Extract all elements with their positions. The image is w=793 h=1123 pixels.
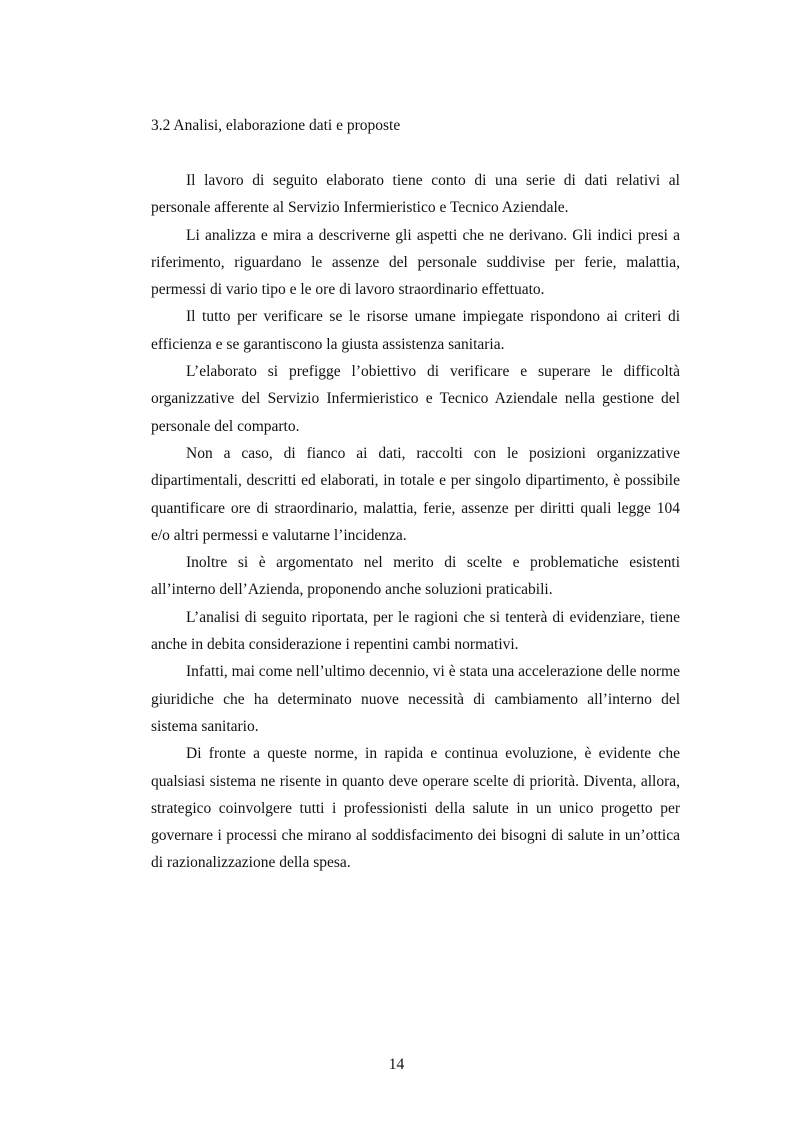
page-number: 14	[388, 1056, 405, 1073]
paragraph-5: Non a caso, di fianco ai dati, raccolti con le posizioni organizzative dipartimentali, descritti ed elaborati, in totale e per singolo dipartimento, è possibile quantificare ore di straordinario, malattia, ferie, assenze per diritti quali legge 104 e/o altri permessi e valutarne l’incidenza.	[151, 444, 680, 544]
body-text	[151, 167, 680, 877]
paragraph-1: Il lavoro di seguito elaborato tiene conto di una serie di dati relativi al personale afferente al Servizio Infermieristico e Tecnico Aziendale.	[151, 172, 680, 217]
paragraph-6: Inoltre si è argomentato nel merito di scelte e problematiche esistenti all’interno dell’Azienda, proponendo anche soluzioni praticabili.	[151, 554, 680, 599]
paragraph-3: Il tutto per verificare se le risorse umane impiegate rispondono ai criteri di efficienza e se garantiscono la giusta assistenza sanitaria.	[151, 308, 680, 353]
section-heading: 3.2 Analisi, elaborazione dati e proposte	[151, 117, 401, 134]
paragraph-8: Infatti, mai come nell’ultimo decennio, vi è stata una accelerazione delle norme giuridiche che ha determinato nuove necessità di cambiamento all’interno del sistema sanitario.	[151, 663, 680, 735]
paragraph-4: L’elaborato si prefigge l’obiettivo di verificare e superare le difficoltà organizzative del Servizio Infermieristico e Tecnico Aziendale nella gestione del personale del comparto.	[151, 363, 680, 435]
paragraph-2: Li analizza e mira a descriverne gli aspetti che ne derivano. Gli indici presi a riferimento, riguardano le assenze del personale suddivise per ferie, malattia, permessi di vario tipo e le ore di lavoro straordinario effettuato.	[151, 226, 680, 299]
paragraph-7: L’analisi di seguito riportata, per le ragioni che si tenterà di evidenziare, tiene anche in debita considerazione i repentini cambi normativi.	[151, 608, 680, 654]
paragraph-9: Di fronte a queste norme, in rapida e continua evoluzione, è evidente che qualsiasi sistema ne risente in quanto deve operare scelte di priorità. Diventa, allora, strategico coinvolgere tutti i professionisti della salute in un unico progetto per governare i processi che mirano al soddisfacimento dei bisogni di salute in un’ottica di razionalizzazione della spesa.	[151, 745, 680, 872]
